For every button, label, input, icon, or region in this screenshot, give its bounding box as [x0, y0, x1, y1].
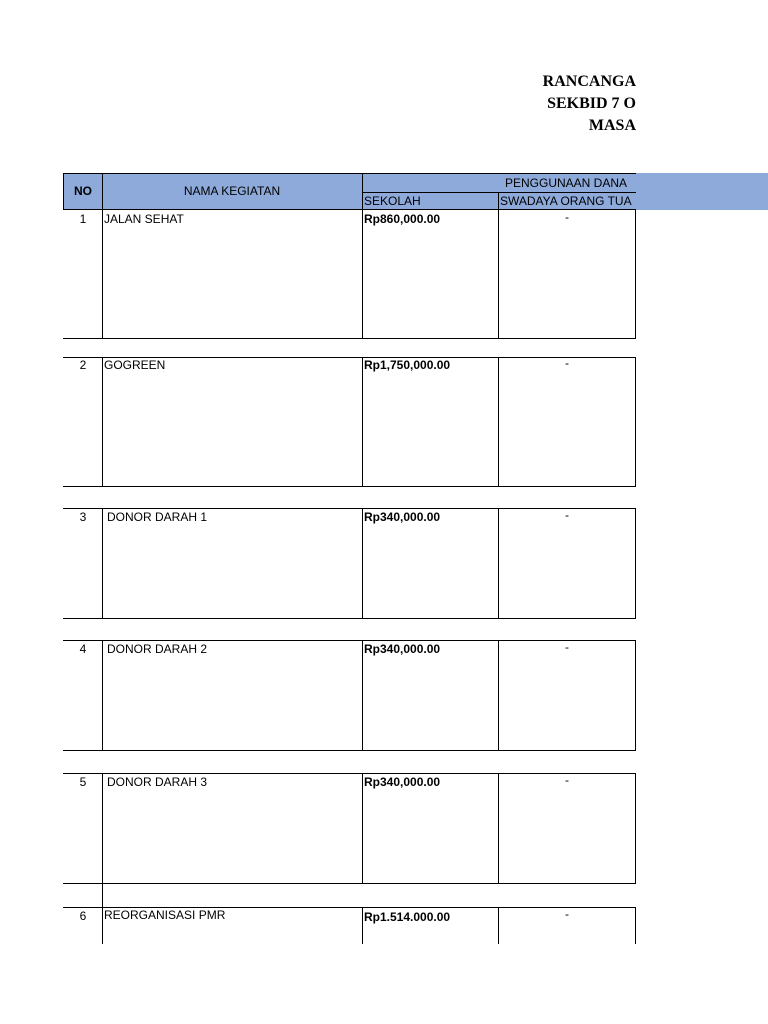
row-swadaya: - [565, 210, 569, 224]
row-no: 1 [79, 212, 87, 226]
row-swadaya: - [565, 356, 569, 370]
row-sekolah: Rp860,000.00 [364, 212, 441, 226]
row-sekolah: Rp340,000.00 [364, 510, 441, 524]
table-header-fill-extension [636, 173, 768, 210]
header-nama-kegiatan: NAMA KEGIATAN [183, 184, 281, 198]
header-swadaya: SWADAYA ORANG TUA [500, 194, 632, 208]
row-swadaya: - [565, 508, 569, 522]
row-swadaya: - [565, 907, 569, 921]
row-sekolah: Rp1,750,000.00 [364, 358, 451, 372]
row-swadaya: - [565, 640, 569, 654]
header-sekolah: SEKOLAH [364, 194, 421, 208]
row-no: 5 [79, 775, 87, 789]
row-no: 3 [79, 510, 87, 524]
title-line-3: MASA [588, 117, 636, 134]
row-sekolah: Rp340,000.00 [364, 642, 441, 656]
row-nama: DONOR DARAH 1 [107, 510, 208, 524]
row-no: 2 [79, 358, 87, 372]
title-line-1: RANCANGA [542, 73, 636, 90]
row-sekolah: Rp340,000.00 [364, 775, 441, 789]
row-sekolah: Rp1.514.000.00 [364, 910, 451, 924]
row-nama: JALAN SEHAT [104, 212, 184, 226]
row-swadaya: - [565, 773, 569, 787]
header-no: NO [74, 184, 92, 198]
row-nama: DONOR DARAH 3 [107, 775, 208, 789]
row-nama: DONOR DARAH 2 [107, 642, 208, 656]
document-title [543, 71, 636, 137]
header-penggunaan-dana: PENGGUNAAN DANA [504, 176, 628, 190]
row-no: 6 [79, 909, 87, 923]
title-line-2: SEKBID 7 O [547, 95, 636, 112]
row-nama: REORGANISASI PMR [104, 908, 226, 922]
row-no: 4 [79, 642, 87, 656]
row-nama: GOGREEN [104, 358, 166, 372]
